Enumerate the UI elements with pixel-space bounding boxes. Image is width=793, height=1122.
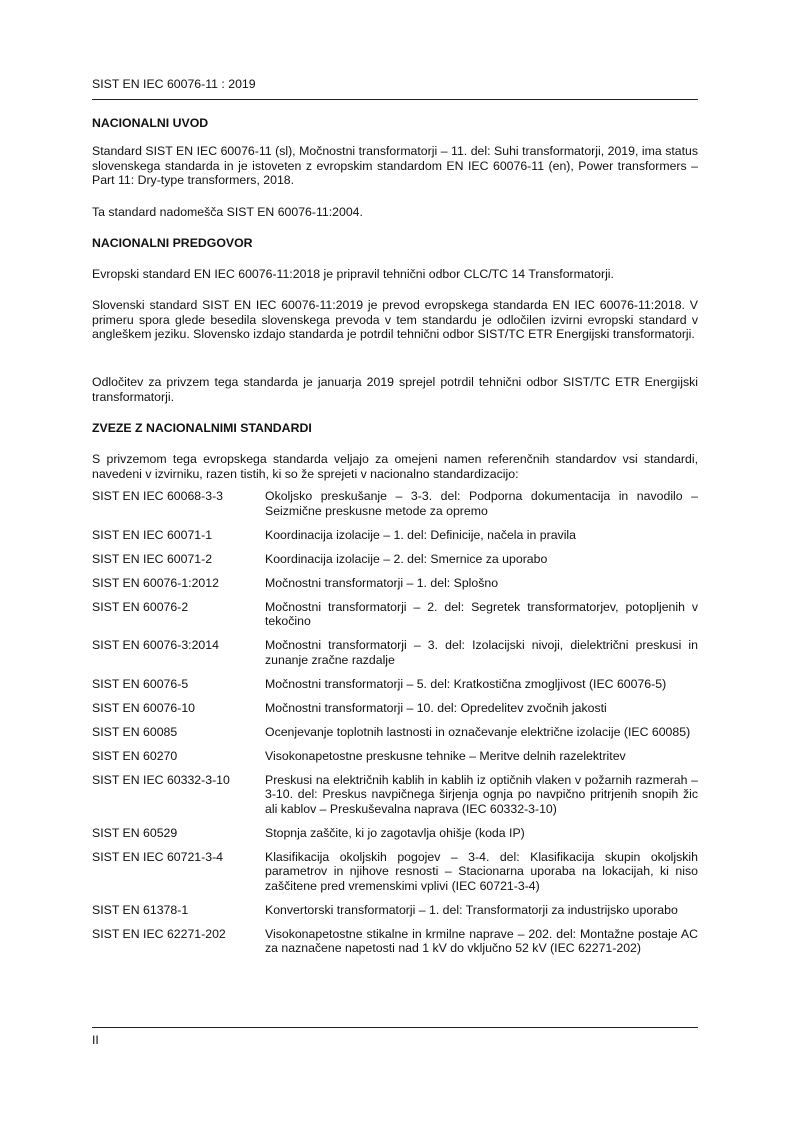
reference-title: Močnostni transformatorji – 10. del: Opredelitev zvočnih jakosti xyxy=(265,700,607,715)
footer-divider xyxy=(92,1027,698,1028)
reference-code: SIST EN IEC 60071-2 xyxy=(92,551,213,566)
reference-row xyxy=(92,638,698,667)
reference-code: SIST EN 60270 xyxy=(92,748,178,763)
reference-code: SIST EN 60076-5 xyxy=(92,676,189,691)
reference-code: SIST EN 60529 xyxy=(92,825,178,840)
reference-title: Ocenjevanje toplotnih lastnosti in označevanje električne izolacije (IEC 60085) xyxy=(265,724,691,739)
reference-row xyxy=(92,903,698,918)
paragraph: Ta standard nadomešča SIST EN 60076-11:2004. xyxy=(92,205,363,219)
reference-row xyxy=(92,677,698,692)
reference-row xyxy=(92,552,698,567)
reference-title: Okoljsko preskušanje – 3-3. del: Podporna dokumentacija in navodilo – Seizmične preskusne metode za opremo xyxy=(265,489,698,518)
reference-title: Klasifikacija okoljskih pogojev – 3-4. del: Klasifikacija skupin okoljskih parametrov in njihove resnosti – Stacionarna uporaba na lokacijah, ki niso zaščitene pred vremenskimi vplivi (IEC 60721-3-4) xyxy=(265,849,698,893)
reference-row xyxy=(92,528,698,543)
header-divider xyxy=(92,99,698,100)
paragraph: Evropski standard EN IEC 60076-11:2018 je pripravil tehnični odbor CLC/TC 14 Transformatorji. xyxy=(92,267,614,281)
reference-code: SIST EN 61378-1 xyxy=(92,902,189,917)
reference-code: SIST EN 60085 xyxy=(92,724,178,739)
reference-code: SIST EN 60076-2 xyxy=(92,599,189,614)
reference-title: Konvertorski transformatorji – 1. del: Transformatorji za industrijsko uporabo xyxy=(265,902,678,917)
reference-title: Visokonapetostne preskusne tehnike – Meritve delnih razelektritev xyxy=(265,748,626,763)
reference-row xyxy=(92,701,698,716)
reference-row xyxy=(92,600,698,629)
reference-row xyxy=(92,773,698,817)
heading-nacionalni-predgovor: NACIONALNI PREDGOVOR xyxy=(92,236,253,250)
reference-row xyxy=(92,749,698,764)
reference-code: SIST EN IEC 62271-202 xyxy=(92,926,226,941)
reference-code: SIST EN IEC 60071-1 xyxy=(92,527,213,542)
reference-title: Koordinacija izolacije – 2. del: Smernice za uporabo xyxy=(265,551,548,566)
reference-title: Visokonapetostne stikalne in krmilne naprave – 202. del: Montažne postaje AC za naznačene napetosti nad 1 kV do vključno 52 kV (IEC 62271-202) xyxy=(265,926,698,955)
reference-row xyxy=(92,826,698,841)
paragraph: Standard SIST EN IEC 60076-11 (sl), Močnostni transformatorji – 11. del: Suhi transformatorji, 2019, ima status slovenskega standarda in je istoveten z evropskim standardom EN IEC 60076-11 (en), Power transformers – Part 11: Dry-type transformers, 2018. xyxy=(92,144,698,187)
reference-title: Močnostni transformatorji – 5. del: Kratkostična zmogljivost (IEC 60076-5) xyxy=(265,676,667,691)
reference-code: SIST EN 60076-1:2012 xyxy=(92,575,219,590)
reference-row xyxy=(92,725,698,740)
reference-title: Močnostni transformatorji – 2. del: Segretek transformatorjev, potopljenih v tekočino xyxy=(265,599,698,628)
paragraph: S privzemom tega evropskega standarda veljajo za omejeni namen referenčnih standardov vsi standardi, navedeni v izvirniku, razen tistih, ki so že sprejeti v nacionalno standardizacijo: xyxy=(92,452,698,481)
reference-code: SIST EN IEC 60332-3-10 xyxy=(92,772,230,787)
reference-code: SIST EN 60076-10 xyxy=(92,700,195,715)
page-number: II xyxy=(92,1033,99,1047)
reference-title: Preskusi na električnih kablih in kablih iz optičnih vlaken v požarnih razmerah – 3-10. del: Preskus navpičnega širjenja ognja po navpično pritrjenih snopih žic ali kablov – Preskuševalna naprava (IEC 60332-3-10) xyxy=(265,772,698,816)
reference-row xyxy=(92,850,698,894)
reference-title: Koordinacija izolacije – 1. del: Definicije, načela in pravila xyxy=(265,527,577,542)
heading-nacionalni-uvod: NACIONALNI UVOD xyxy=(92,116,209,130)
reference-code: SIST EN IEC 60721-3-4 xyxy=(92,849,224,864)
heading-zveze: ZVEZE Z NACIONALNIMI STANDARDI xyxy=(92,421,312,435)
page-header: SIST EN IEC 60076-11 : 2019 xyxy=(92,77,256,91)
reference-row xyxy=(92,576,698,591)
reference-row xyxy=(92,489,698,518)
reference-row xyxy=(92,927,698,956)
reference-title: Stopnja zaščite, ki jo zagotavlja ohišje (koda IP) xyxy=(265,825,525,840)
paragraph: Slovenski standard SIST EN IEC 60076-11:2019 je prevod evropskega standarda EN IEC 60076-11:2018. V primeru spora glede besedila slovenskega prevoda v tem standardu je odločilen izvirni evropski standard v angleškem jeziku. Slovensko izdajo standarda je potrdil tehnični odbor SIST/TC ETR Energijski transformatorji. xyxy=(92,298,698,341)
paragraph: Odločitev za privzem tega standarda je januarja 2019 sprejel potrdil tehnični odbor SIST/TC ETR Energijski transformatorji. xyxy=(92,375,698,404)
reference-table xyxy=(92,489,698,965)
reference-title: Močnostni transformatorji – 3. del: Izolacijski nivoji, dielektrični preskusi in zunanje zračne razdalje xyxy=(265,638,698,667)
reference-code: SIST EN IEC 60068-3-3 xyxy=(92,489,224,503)
reference-title: Močnostni transformatorji – 1. del: Splošno xyxy=(265,575,499,590)
reference-code: SIST EN 60076-3:2014 xyxy=(92,638,219,652)
